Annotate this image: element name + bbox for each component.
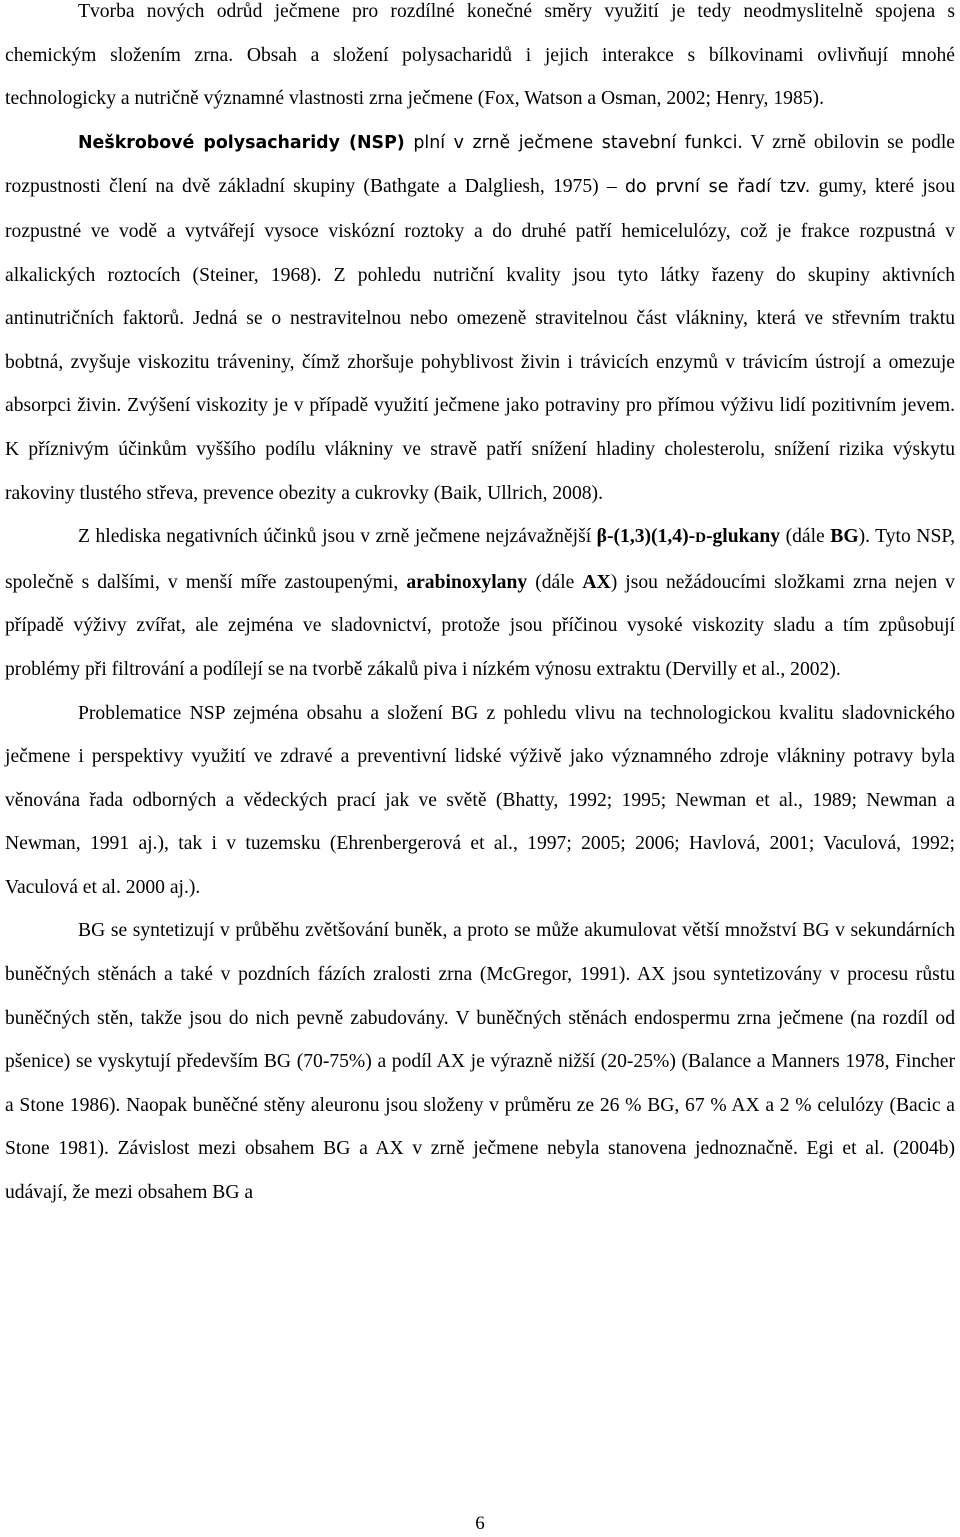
page-number: 6	[475, 1513, 485, 1534]
text-run: gumy, které jsou rozpustné ve vodě a vytvářejí vysoce viskózní roztoky a do druhé patří hemicelulózy, což je frakce rozpustná v alkalických roztocích (Steiner, 1968). Z pohledu nutriční kvality jsou tyto látky řazeny do skupiny aktivních antinutričních faktorů. Jedná se o nestravitelnou nebo omezeně stravitelnou část vlákniny, která ve střevním traktu bobtná, zvyšuje viskozitu tráveniny, čímž zhoršuje pohyblivost živin i trávicích enzymů v trávicím ústrojí a omezuje absorpci živin. Zvýšení viskozity je v případě využití ječmene jako potraviny pro přímou výživu lidí pozitivním jevem. K příznivým účinkům vyššího podílu vlákniny ve stravě patří snížení hladiny cholesterolu, snížení rizika výskytu rakoviny tlustého střeva, prevence obezity a cukrovky (Baik, Ullrich, 2008).	[5, 176, 955, 504]
text-run: V zrně obilovin se podle rozpustnosti člení na dvě základní skupiny (Bathgate a Dalgliesh, 1975) –	[5, 131, 955, 198]
body-text	[5, 0, 955, 1215]
text-run: do první se řadí tzv.	[624, 177, 811, 198]
text-run: Problematice NSP zejména obsahu a složení BG z pohledu vlivu na technologickou kvalitu sladovnického ječmene i perspektivy využití ve zdravé a preventivní lidské výživě jako významného zdroje vlákniny potravy byla věnována řada odborných a vědeckých prací jak ve světě (Bhatty, 1992; 1995; Newman et al., 1989; Newman a Newman, 1991 aj.), tak i v tuzemsku (Ehrenbergerová et al., 1997; 2005; 2006; Havlová, 2001; Vaculová, 1992; Vaculová et al. 2000 aj.).	[5, 702, 955, 898]
text-run: BG	[830, 526, 859, 548]
paragraph	[5, 121, 955, 515]
text-run: (dále	[527, 571, 583, 593]
text-run: D	[695, 530, 706, 547]
paragraph	[5, 515, 955, 691]
text-run: (dále	[780, 526, 831, 548]
text-run: AX	[582, 571, 611, 593]
text-run: BG se syntetizují v průběhu zvětšování buněk, a proto se může akumulovat větší množství BG v sekundárních buněčných stěnách a také v pozdních fázích zralosti zrna (McGregor, 1991). AX jsou syntetizovány v procesu růstu buněčných stěn, takže jsou do nich pevně zabudovány. V buněčných stěnách endospermu zrna ječmene (na rozdíl od pšenice) se vyskytují především BG (70-75%) a podíl AX je výrazně nižší (20-25%) (Balance a Manners 1978, Fincher a Stone 1986). Naopak buněčné stěny aleuronu jsou složeny v průměru ze 26 % BG, 67 % AX a 2 % celulózy (Bacic a Stone 1981). Závislost mezi obsahem BG a AX v zrně ječmene nebyla stanovena jednoznačně. Egi et al. (2004b) udávají, že mezi obsahem BG a	[5, 920, 955, 1204]
text-run: Tvorba nových odrůd ječmene pro rozdílné konečné směry využití je tedy neodmyslitelně spojena s chemickým složením zrna. Obsah a složení polysacharidů i jejich interakce s bílkovinami ovlivňují mnohé technologicky a nutričně významné vlastnosti zrna ječmene (Fox, Watson a Osman, 2002; Henry, 1985).	[5, 1, 955, 110]
text-run: ). Tyto NSP, společně s dalšími, v menší míře zastoupenými,	[5, 526, 955, 593]
paragraph	[5, 909, 955, 1214]
text-run: Z hlediska negativních účinků jsou v zrně ječmene nejzávažnější	[78, 526, 597, 548]
text-run: ) jsou nežádoucími složkami zrna nejen v případě výživy zvířat, ale zejména ve sladovnictví, protože jsou příčinou vysoké viskozity sladu a tím způsobují problémy při filtrování a podílejí se na tvorbě zákalů piva i nízkém výnosu extraktu (Dervilly et al., 2002).	[5, 571, 955, 680]
document-page	[5, 0, 955, 1215]
text-run: -glukany	[705, 526, 781, 548]
text-run: arabinoxylany	[406, 571, 528, 593]
text-run: plní v zrně ječmene stavební funkci.	[404, 132, 743, 153]
text-run: β-(1,3)(1,4)-	[596, 526, 696, 548]
paragraph	[5, 0, 955, 121]
paragraph	[5, 692, 955, 910]
text-run: Neškrobové polysacharidy (NSP)	[78, 132, 405, 153]
